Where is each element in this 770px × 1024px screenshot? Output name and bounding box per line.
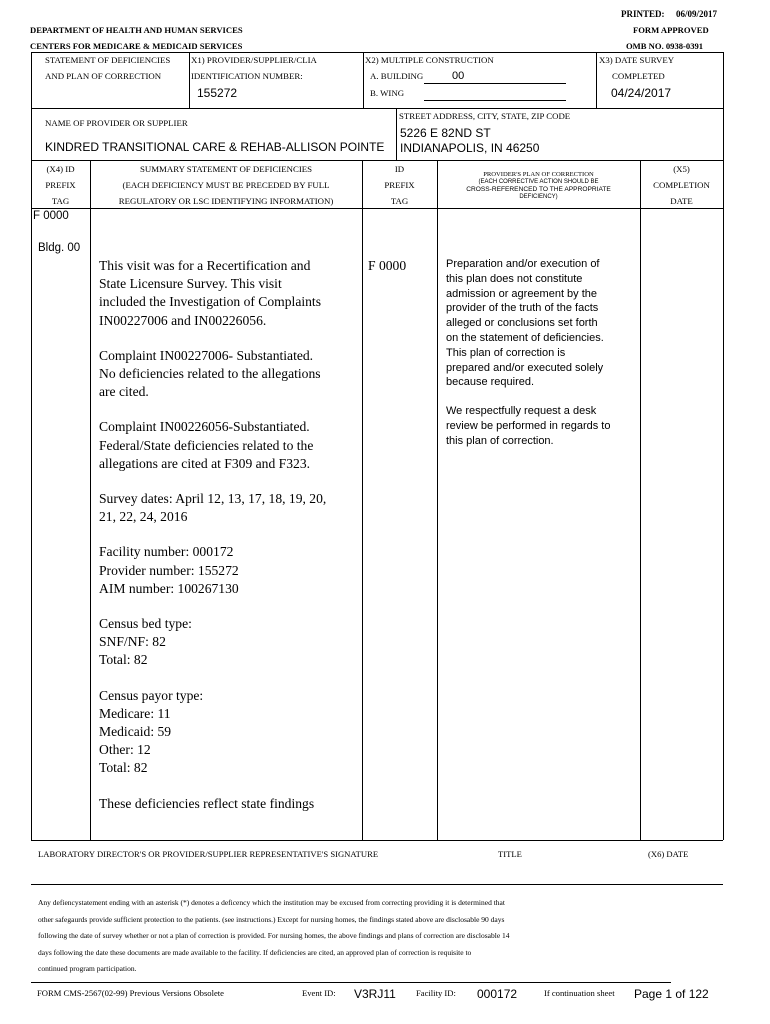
summary-statement xyxy=(99,257,359,830)
wing-label: B. WING xyxy=(370,88,405,98)
summary-paragraph xyxy=(99,687,359,778)
divider-x1 xyxy=(189,52,190,108)
summary-paragraph-line: Other: 12 xyxy=(99,742,151,758)
summary-paragraph-line: Total: 82 xyxy=(99,760,148,776)
plan-paragraph xyxy=(446,404,638,448)
date-header: DATE xyxy=(670,196,693,206)
plan-paragraph-line: prepared and/or executed solely xyxy=(446,361,604,374)
plan-paragraph-line: This plan of correction is xyxy=(446,346,566,359)
summary-paragraph-line: Medicare: 11 xyxy=(99,705,171,721)
provider-name-label: NAME OF PROVIDER OR SUPPLIER xyxy=(45,118,188,128)
footer-rule xyxy=(31,982,671,983)
multiple-construction-label: X2) MULTIPLE CONSTRUCTION xyxy=(365,55,494,65)
date-survey-value: 04/24/2017 xyxy=(611,86,672,100)
department-title: DEPARTMENT OF HEALTH AND HUMAN SERVICES xyxy=(30,25,243,35)
plan-paragraph-line: this plan does not constitute xyxy=(446,272,583,285)
col-divider-3 xyxy=(437,160,438,840)
summary-paragraph xyxy=(99,347,359,402)
signature-date: (X6) DATE xyxy=(648,849,689,859)
facility-id-value: 000172 xyxy=(477,987,518,1001)
plan-paragraph-line: this plan of correction. xyxy=(446,434,554,447)
continuation-label: If continuation sheet xyxy=(544,988,615,998)
plan-header-4: DEFICIENCY) xyxy=(519,194,558,200)
summary-paragraph-line: Complaint IN00226056-Substantiated. xyxy=(99,419,310,435)
summary-paragraph-line: IN00227006 and IN00226056. xyxy=(99,312,267,328)
wing-underline xyxy=(424,100,566,101)
city-state-zip: INDIANAPOLIS, IN 46250 xyxy=(400,141,540,155)
summary-paragraph xyxy=(99,543,359,598)
id-header: ID xyxy=(394,164,405,174)
summary-paragraph-line: AIM number: 100267130 xyxy=(99,580,239,596)
provider-row-left xyxy=(31,108,32,160)
date-survey-label-1: X3) DATE SURVEY xyxy=(599,55,675,65)
page-number: Page 1 of 122 xyxy=(634,987,709,1001)
col-divider-1 xyxy=(90,160,91,840)
summary-paragraph-line: This visit was for a Recertification and xyxy=(99,258,311,273)
provider-row-divider xyxy=(396,108,397,160)
street-address: 5226 E 82ND ST xyxy=(400,126,491,140)
signature-bottom-border xyxy=(31,884,723,885)
omb-number: OMB NO. 0938-0391 xyxy=(626,41,704,51)
printed-label: PRINTED: xyxy=(621,9,665,19)
summary-paragraph xyxy=(99,257,359,330)
table-left-border xyxy=(31,160,32,840)
summary-paragraph xyxy=(99,795,359,813)
statement-label-1: STATEMENT OF DEFICIENCIES xyxy=(45,55,171,65)
plan-of-correction xyxy=(446,257,638,463)
divider-x2 xyxy=(363,52,364,108)
box-top-border xyxy=(31,52,723,53)
x4-id-header: (X4) ID xyxy=(46,164,75,174)
summary-paragraph-line: State Licensure Survey. This visit xyxy=(99,276,282,292)
plan-paragraph xyxy=(446,257,638,390)
centers-title: CENTERS FOR MEDICARE & MEDICAID SERVICES xyxy=(30,41,243,51)
summary-paragraph-line: Federal/State deficiencies related to the xyxy=(99,437,314,453)
summary-paragraph-line: Census bed type: xyxy=(99,616,192,632)
summary-header-2: (EACH DEFICIENCY MUST BE PRECEDED BY FULL xyxy=(122,180,330,190)
x5-header: (X5) xyxy=(673,164,690,174)
summary-paragraph xyxy=(99,615,359,670)
plan-paragraph-line: review be performed in regards to xyxy=(446,419,611,432)
plan-paragraph-line: because required. xyxy=(446,376,535,389)
form-number: FORM CMS-2567(02-99) Previous Versions Obsolete xyxy=(37,988,224,998)
summary-paragraph-line: included the Investigation of Complaints xyxy=(99,294,321,310)
event-id-label: Event ID: xyxy=(302,988,336,998)
disclaimer-line: other safegaurds provide sufficient protection to the patients. (see instructions.) Except for nursing homes, the findings stated above are disclosable 90 days xyxy=(38,914,505,924)
disclaimer-line: following the date of survey whether or not a plan of correction is provided. For nursing homes, the above findings and plans of correction are disclosable 14 xyxy=(38,931,510,940)
plan-header-3: CROSS-REFERENCED TO THE APPROPRIATE xyxy=(466,186,611,193)
plan-header-2: (EACH CORRECTIVE ACTION SHOULD BE xyxy=(478,179,599,185)
plan-paragraph-line: We respectfully request a desk xyxy=(446,405,597,418)
summary-paragraph-line: No deficiencies related to the allegations xyxy=(99,366,321,382)
box-row-divider xyxy=(31,108,723,109)
disclaimer-line: Any defiencystatement ending with an asterisk (*) denotes a deficency which the institution may be excused from correcting providing it is determined that xyxy=(38,898,505,907)
provider-name: KINDRED TRANSITIONAL CARE & REHAB-ALLISON POINTE xyxy=(45,140,385,154)
summary-paragraph xyxy=(99,490,359,526)
table-bottom-border xyxy=(31,840,723,841)
summary-paragraph xyxy=(99,418,359,473)
plan-paragraph-line: provider of the truth of the facts xyxy=(446,302,599,315)
summary-paragraph-line: Provider number: 155272 xyxy=(99,562,239,578)
summary-header-1: SUMMARY STATEMENT OF DEFICIENCIES xyxy=(139,164,313,174)
facility-id-label: Facility ID: xyxy=(416,988,456,998)
signature-label: LABORATORY DIRECTOR'S OR PROVIDER/SUPPLIER REPRESENTATIVE'S SIGNATURE xyxy=(38,849,379,859)
completion-header: COMPLETION xyxy=(653,180,710,190)
summary-paragraph-line: Complaint IN00227006- Substantiated. xyxy=(99,347,314,363)
building-underline xyxy=(424,83,566,84)
summary-paragraph-line: These deficiencies reflect state findings xyxy=(99,795,315,811)
event-id-value: V3RJ11 xyxy=(354,987,396,1001)
summary-paragraph-line: Total: 82 xyxy=(99,652,148,668)
tag-header-2: TAG xyxy=(390,196,409,206)
plan-paragraph-line: on the statement of deficiencies. xyxy=(446,331,604,344)
divider-x3 xyxy=(596,52,597,108)
col-divider-2 xyxy=(362,160,363,840)
provider-id-value: 155272 xyxy=(197,86,238,100)
address-label: STREET ADDRESS, CITY, STATE, ZIP CODE xyxy=(399,111,571,121)
col-divider-4 xyxy=(640,160,641,840)
tag-header: TAG xyxy=(51,196,70,206)
statement-label-2: AND PLAN OF CORRECTION xyxy=(45,71,162,81)
column-header-bottom xyxy=(31,208,723,209)
table-right-border xyxy=(723,160,724,840)
provider-row-bottom xyxy=(31,160,723,161)
provider-id-label-1: X1) PROVIDER/SUPPLIER/CLIA xyxy=(191,55,317,65)
provider-row-right xyxy=(723,108,724,160)
summary-paragraph-line: are cited. xyxy=(99,384,149,400)
summary-paragraph-line: Medicaid: 59 xyxy=(99,724,172,740)
building-value: 00 xyxy=(452,70,465,82)
plan-tag: F 0000 xyxy=(368,258,407,273)
summary-paragraph-line: SNF/NF: 82 xyxy=(99,634,166,650)
plan-paragraph-line: admission or agreement by the xyxy=(446,287,598,300)
summary-paragraph-line: Facility number: 000172 xyxy=(99,544,234,560)
plan-paragraph-line: alleged or conclusions set forth xyxy=(446,317,598,330)
disclaimer-line: continued program participation. xyxy=(38,964,137,973)
disclaimer-line: days following the date these documents are made available to the facility. If deficiencies are cited, an approved plan of correction is requisite to xyxy=(38,947,472,957)
date-survey-label-2: COMPLETED xyxy=(612,71,665,81)
disclaimer-text xyxy=(38,895,718,978)
summary-paragraph-line: Survey dates: April 12, 13, 17, 18, 19, 20, xyxy=(99,491,327,507)
prefix-header-2: PREFIX xyxy=(384,180,415,190)
summary-paragraph-line: 21, 22, 24, 2016 xyxy=(99,509,188,525)
provider-id-label-2: IDENTIFICATION NUMBER: xyxy=(191,71,303,81)
deficiency-tag: F 0000 xyxy=(33,210,69,222)
printed-date: 06/09/2017 xyxy=(676,9,718,19)
box-right-border xyxy=(723,52,724,108)
building-label: A. BUILDING xyxy=(370,71,424,81)
summary-paragraph-line: Census payor type: xyxy=(99,687,204,703)
summary-paragraph-line: allegations are cited at F309 and F323. xyxy=(99,455,311,471)
building-tag: Bldg. 00 xyxy=(38,242,81,254)
plan-header-1: PROVIDER'S PLAN OF CORRECTION xyxy=(483,171,594,178)
prefix-header: PREFIX xyxy=(45,180,76,190)
signature-title: TITLE xyxy=(498,849,522,859)
box-left-border xyxy=(31,52,32,108)
plan-paragraph-line: Preparation and/or execution of xyxy=(446,258,600,270)
form-approved: FORM APPROVED xyxy=(633,25,709,35)
summary-header-3: REGULATORY OR LSC IDENTIFYING INFORMATION) xyxy=(118,196,334,206)
